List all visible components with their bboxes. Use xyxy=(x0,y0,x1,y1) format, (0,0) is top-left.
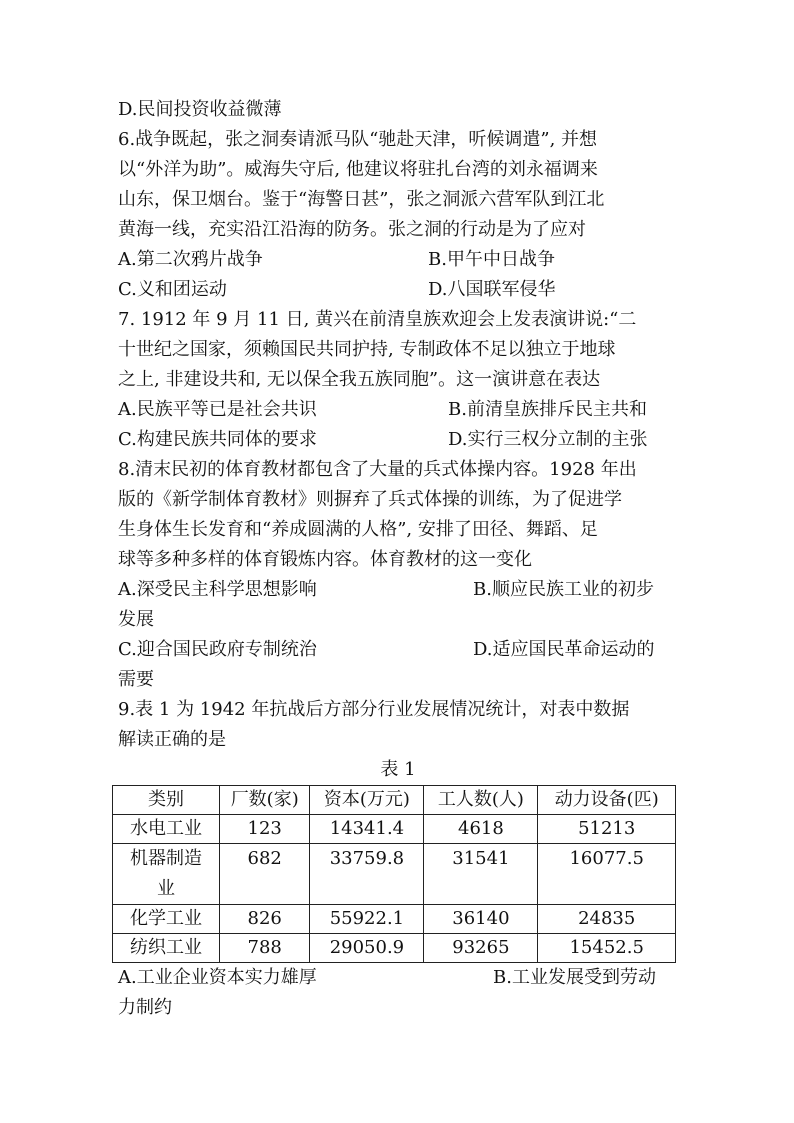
q5-option-d: D.民间投资收益微薄 xyxy=(118,99,282,120)
table-cell: 788 xyxy=(220,934,310,963)
q8-options-row xyxy=(118,635,678,665)
q6-stem-line: 山东，保卫烟台。鉴于“海警日甚”，张之洞派六营军队到江北 xyxy=(118,189,605,210)
table-cell: 33759.8 xyxy=(310,844,424,905)
question-8 xyxy=(118,455,678,695)
table-header-cell: 资本(万元) xyxy=(310,786,424,815)
q6-options-row xyxy=(118,245,678,275)
table-row xyxy=(113,934,676,963)
table-cell: 826 xyxy=(220,905,310,934)
q7-option-c: C.构建民族共同体的要求 xyxy=(118,429,317,450)
question-6 xyxy=(118,125,678,305)
q6-option-a: A.第二次鸦片战争 xyxy=(118,249,263,270)
q8-option-d-wrap: 需要 xyxy=(118,669,154,690)
table-cell-category: 纺织工业 xyxy=(113,934,220,963)
table-cell: 36140 xyxy=(424,905,538,934)
q8-stem-line: 球等多种多样的体育锻炼内容。体育教材的这一变化 xyxy=(118,549,532,570)
q9-options-row xyxy=(118,963,678,993)
q8-option-b: B.顺应民族工业的初步 xyxy=(473,579,654,600)
q6-option-c: C.义和团运动 xyxy=(118,279,227,300)
exam-page xyxy=(118,95,678,1023)
q6-option-b: B.甲午中日战争 xyxy=(428,249,555,270)
table-row xyxy=(113,905,676,934)
table-row xyxy=(113,844,676,905)
table-cell: 4618 xyxy=(424,815,538,844)
q8-option-a: A.深受民主科学思想影响 xyxy=(118,579,317,600)
q8-option-b-wrap: 发展 xyxy=(118,609,154,630)
table-cell: 24835 xyxy=(538,905,676,934)
q7-options-row xyxy=(118,395,678,425)
q7-stem-line: 之上, 非建设共和, 无以保全我五族同胞”。这一演讲意在表达 xyxy=(118,369,601,390)
table-cell: 123 xyxy=(220,815,310,844)
question-9 xyxy=(118,695,678,1023)
q9-option-a: A.工业企业资本实力雄厚 xyxy=(118,967,317,988)
table-cell: 14341.4 xyxy=(310,815,424,844)
table-cell: 682 xyxy=(220,844,310,905)
q6-stem-line: 以“外洋为助”。威海失守后, 他建议将驻扎台湾的刘永福调来 xyxy=(118,159,598,180)
table-cell: 29050.9 xyxy=(310,934,424,963)
q7-option-a: A.民族平等已是社会共识 xyxy=(118,399,317,420)
q8-options-row xyxy=(118,575,678,605)
table-header-cell: 厂数(家) xyxy=(220,786,310,815)
table-cell-category xyxy=(113,844,220,905)
q7-options-row xyxy=(118,425,678,455)
q6-stem-line: 黄海一线，充实沿江沿海的防务。张之洞的行动是为了应对 xyxy=(118,219,586,240)
q8-stem-line: 8.清末民初的体育教材都包含了大量的兵式体操内容。1928 年出 xyxy=(118,459,637,480)
table-header-cell: 工人数(人) xyxy=(424,786,538,815)
q9-stem-line: 解读正确的是 xyxy=(118,729,226,750)
q7-option-d: D.实行三权分立制的主张 xyxy=(448,429,648,450)
table-cell: 55922.1 xyxy=(310,905,424,934)
q7-option-b: B.前清皇族排斥民主共和 xyxy=(448,399,647,420)
table-header-cell: 类别 xyxy=(113,786,220,815)
table-caption: 表 1 xyxy=(380,759,416,780)
table-cell: 31541 xyxy=(424,844,538,905)
q7-stem-line: 7. 1912 年 9 月 11 日, 黄兴在前清皇族欢迎会上发表演讲说:“二 xyxy=(118,309,637,330)
q9-option-b-wrap: 力制约 xyxy=(118,997,172,1018)
table-cell-category: 化学工业 xyxy=(113,905,220,934)
table-cell: 51213 xyxy=(538,815,676,844)
table-cell: 16077.5 xyxy=(538,844,676,905)
table-header-cell: 动力设备(匹) xyxy=(538,786,676,815)
q8-option-c: C.迎合国民政府专制统治 xyxy=(118,639,317,660)
q8-stem-line: 版的《新学制体育教材》则摒弃了兵式体操的训练，为了促进学 xyxy=(118,489,622,510)
q8-stem-line: 生身体生长发育和“养成圆满的人格”, 安排了田径、舞蹈、足 xyxy=(118,519,598,540)
q6-options-row xyxy=(118,275,678,305)
q6-stem-line: 6.战争既起，张之洞奏请派马队“驰赴天津，听候调遣”, 并想 xyxy=(118,129,598,150)
q9-option-b: B.工业发展受到劳动 xyxy=(493,967,656,988)
table-row xyxy=(113,815,676,844)
q6-option-d: D.八国联军侵华 xyxy=(428,279,556,300)
table-cell: 93265 xyxy=(424,934,538,963)
q9-stem-line: 9.表 1 为 1942 年抗战后方部分行业发展情况统计，对表中数据 xyxy=(118,699,630,720)
question-7 xyxy=(118,305,678,455)
category-line: 机器制造 xyxy=(130,848,202,869)
table-header-row xyxy=(113,786,676,815)
q8-option-d: D.适应国民革命运动的 xyxy=(473,639,655,660)
category-line: 业 xyxy=(157,878,175,899)
data-table xyxy=(112,785,676,963)
q7-stem-line: 十世纪之国家，须赖国民共同护持, 专制政体不足以独立于地球 xyxy=(118,339,616,360)
table-cell: 15452.5 xyxy=(538,934,676,963)
table-cell-category: 水电工业 xyxy=(113,815,220,844)
